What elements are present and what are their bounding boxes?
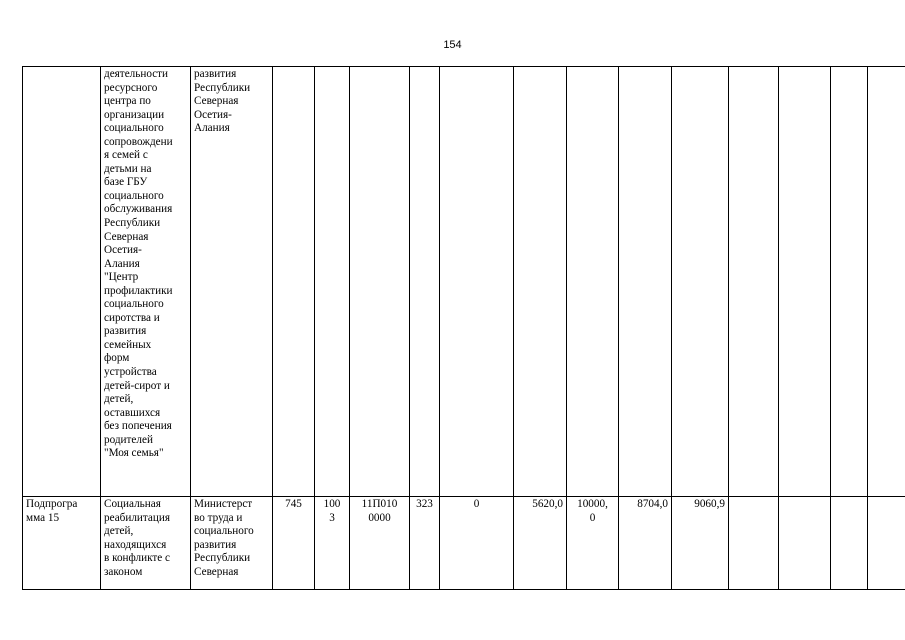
cell-csr	[350, 67, 410, 497]
cell-empty-1	[729, 67, 779, 497]
cell-csr: 11П010 0000	[350, 497, 410, 590]
cell-empty-4	[868, 497, 905, 590]
cell-value-3: 10000, 0	[567, 497, 619, 590]
cell-vr: 323	[410, 497, 440, 590]
cell-empty-1	[729, 497, 779, 590]
cell-empty-2	[779, 497, 831, 590]
cell-title: Социальная реабилитация детей, находящихся в конфликте с законом	[101, 497, 191, 590]
cell-value-5	[672, 67, 729, 497]
cell-empty-4	[868, 67, 905, 497]
cell-executor: Министерст во труда и социального развития Республики Северная	[191, 497, 273, 590]
cell-executor: развития Республики Северная Осетия- Алания	[191, 67, 273, 497]
cell-empty-3	[831, 497, 868, 590]
page-number: 154	[443, 39, 462, 51]
cell-rzpr: 100 3	[315, 497, 350, 590]
cell-value-5: 9060,9	[672, 497, 729, 590]
program-table	[22, 66, 905, 590]
cell-grbs	[273, 67, 315, 497]
cell-value-1: 0	[440, 497, 514, 590]
cell-title: деятельности ресурсного центра по организации социального сопровождени я семей с детьми на базе ГБУ социального обслуживания Республики Северная Осетия- Алания "Центр профилактики социального сиротства и развития семейных форм устройства детей-сирот и детей, оставшихся без попечения родителей "Моя семья"	[101, 67, 191, 497]
cell-program: Подпрогра мма 15	[23, 497, 101, 590]
cell-value-4: 8704,0	[619, 497, 672, 590]
cell-empty-3	[831, 67, 868, 497]
cell-empty-2	[779, 67, 831, 497]
cell-rzpr	[315, 67, 350, 497]
cell-grbs: 745	[273, 497, 315, 590]
cell-value-2: 5620,0	[514, 497, 567, 590]
cell-value-2	[514, 67, 567, 497]
cell-vr	[410, 67, 440, 497]
cell-program	[23, 67, 101, 497]
table-row	[23, 67, 905, 497]
cell-value-4	[619, 67, 672, 497]
cell-value-3	[567, 67, 619, 497]
table-row	[23, 497, 905, 590]
cell-value-1	[440, 67, 514, 497]
